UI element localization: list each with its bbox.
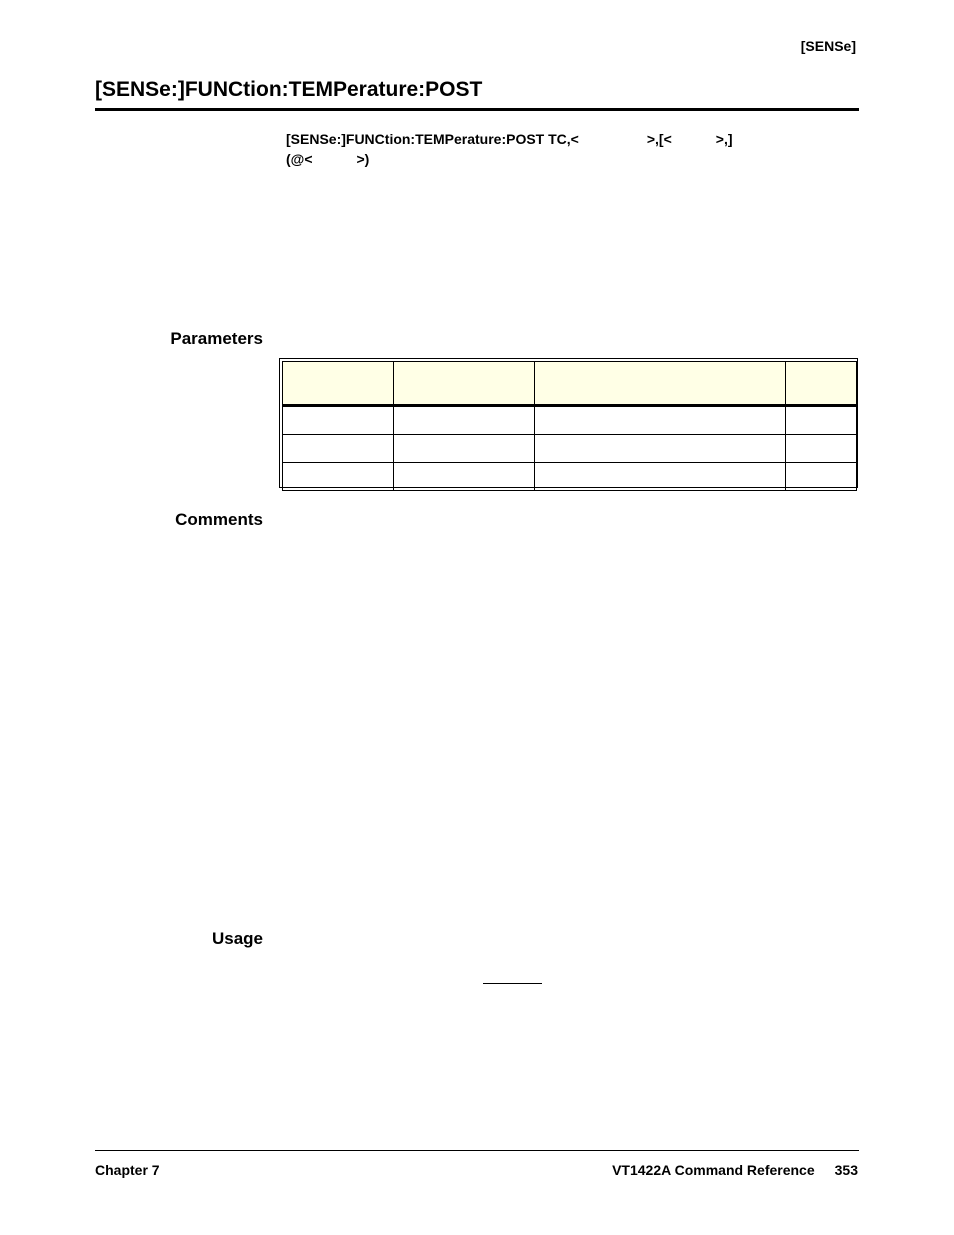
page-number: 353 bbox=[834, 1162, 858, 1178]
table-cell bbox=[786, 406, 857, 435]
table-cell bbox=[393, 406, 534, 435]
table-cell bbox=[283, 435, 394, 463]
table-cell bbox=[534, 435, 786, 463]
syntax-part-4: (@< bbox=[286, 151, 313, 167]
page-title: [SENSe:]FUNCtion:TEMPerature:POST bbox=[95, 78, 483, 101]
table-header-cell bbox=[393, 362, 534, 406]
table-row bbox=[283, 463, 857, 491]
running-header: [SENSe] bbox=[800, 38, 856, 54]
syntax-part-2: >,[< bbox=[646, 131, 672, 147]
syntax-part-3: >,] bbox=[715, 131, 733, 147]
table-cell bbox=[534, 463, 786, 491]
table-header-cell bbox=[283, 362, 394, 406]
syntax-line-1 bbox=[286, 129, 733, 149]
table-header-row bbox=[283, 362, 857, 406]
table-header-cell bbox=[786, 362, 857, 406]
table-cell bbox=[283, 406, 394, 435]
comments-heading: Comments bbox=[175, 510, 263, 529]
usage-underline bbox=[483, 983, 542, 984]
table-cell bbox=[534, 406, 786, 435]
footer-chapter: Chapter 7 bbox=[95, 1162, 160, 1178]
usage-heading: Usage bbox=[211, 929, 263, 948]
title-rule bbox=[95, 108, 859, 111]
table-row bbox=[283, 406, 857, 435]
table-cell bbox=[283, 463, 394, 491]
parameters-heading: Parameters bbox=[170, 329, 263, 348]
syntax-part-1: [SENSe:]FUNCtion:TEMPerature:POST TC,< bbox=[286, 131, 579, 147]
footer-doc-title: VT1422A Command Reference bbox=[612, 1162, 815, 1178]
footer-right bbox=[612, 1162, 858, 1178]
table-row bbox=[283, 435, 857, 463]
syntax-line-2 bbox=[286, 149, 733, 169]
table-cell bbox=[786, 463, 857, 491]
table-cell bbox=[786, 435, 857, 463]
parameters-table bbox=[279, 358, 858, 488]
syntax-part-5: >) bbox=[356, 151, 370, 167]
table-cell bbox=[393, 463, 534, 491]
table-header-cell bbox=[534, 362, 786, 406]
footer-rule bbox=[95, 1150, 859, 1151]
command-syntax bbox=[286, 129, 733, 169]
table-cell bbox=[393, 435, 534, 463]
